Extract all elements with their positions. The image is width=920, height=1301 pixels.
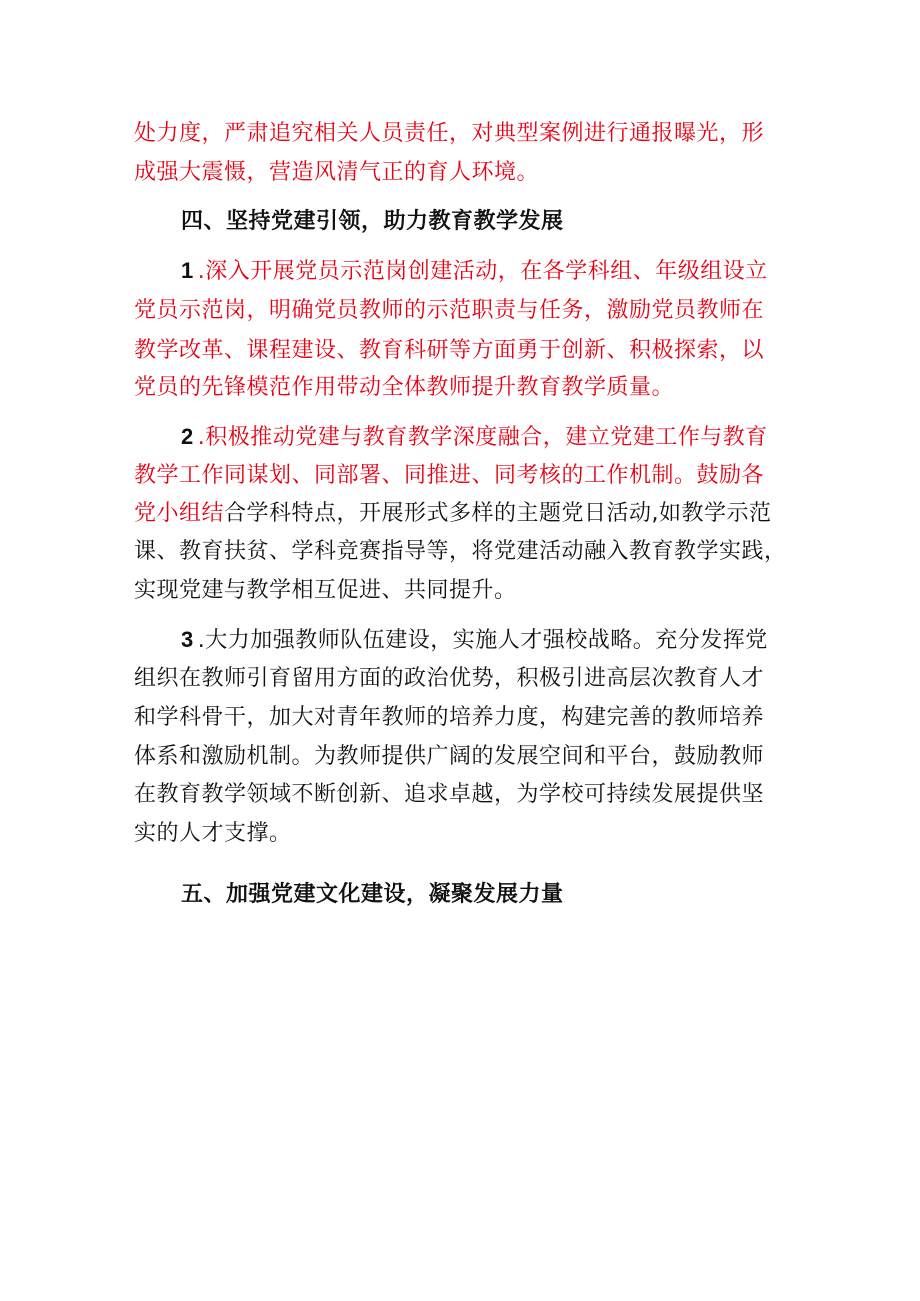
item-2-number: 2	[181, 424, 194, 449]
item-2-line-3	[134, 499, 772, 529]
item-1-number: 1	[181, 258, 194, 283]
paragraph-intro-line-1: 处力度，严肃追究相关人员责任，对典型案例进行通报曝光，形	[134, 121, 765, 146]
item-3-line-6: 实的人才支撑。	[134, 821, 292, 846]
item-1-line-2: 党员示范岗，明确党员教师的示范职责与任务，激励党员教师在	[134, 298, 765, 323]
item-2-line-3-black-text: 合学科特点，开展形式多样的主题党日活动,如教学示范	[224, 501, 772, 526]
item-2-line-5: 实现党建与教学相互促进、共同提升。	[134, 578, 517, 603]
section-heading-5: 五、加强党建文化建设，凝聚发展力量	[181, 882, 564, 907]
section-heading-4: 四、坚持党建引领，助力教育教学发展	[181, 209, 564, 234]
item-1-line-1	[181, 256, 768, 287]
item-3-line-2: 组织在教师引育留用方面的政治优势，积极引进高层次教育人才	[134, 666, 765, 691]
item-2-line-4: 课、教育扶贫、学科竞赛指导等，将党建活动融入教育教学实践，	[134, 539, 787, 564]
item-3-line-5: 在教育教学领域不断创新、追求卓越，为学校可持续发展提供坚	[134, 782, 765, 807]
item-3-line-4: 体系和激励机制。为教师提供广阔的发展空间和平台，鼓励教师	[134, 744, 765, 769]
item-3-line-1-text: .大力加强教师队伍建设，实施人才强校战略。充分发挥党	[197, 628, 768, 653]
item-2-line-1	[181, 422, 768, 453]
item-3-number: 3	[181, 627, 194, 652]
item-3-line-1	[181, 625, 768, 656]
item-2-line-2: 教学工作同谋划、同部署、同推进、同考核的工作机制。鼓励各	[134, 463, 765, 488]
item-1-line-4: 党员的先锋模范作用带动全体教师提升教育教学质量。	[134, 375, 675, 400]
item-2-line-1-text: .积极推动党建与教育教学深度融合，建立党建工作与教育	[197, 425, 768, 450]
item-1-line-3: 教学改革、课程建设、教育科研等方面勇于创新、积极探索，以	[134, 338, 765, 363]
item-1-line-1-text: .深入开展党员示范岗创建活动，在各学科组、年级组设立	[197, 259, 768, 284]
item-2-line-3-red-text: 党小组结	[134, 501, 225, 526]
paragraph-intro-line-2: 成强大震慑，营造风清气正的育人环境。	[134, 160, 540, 185]
item-3-line-3: 和学科骨干，加大对青年教师的培养力度，构建完善的教师培养	[134, 705, 765, 730]
